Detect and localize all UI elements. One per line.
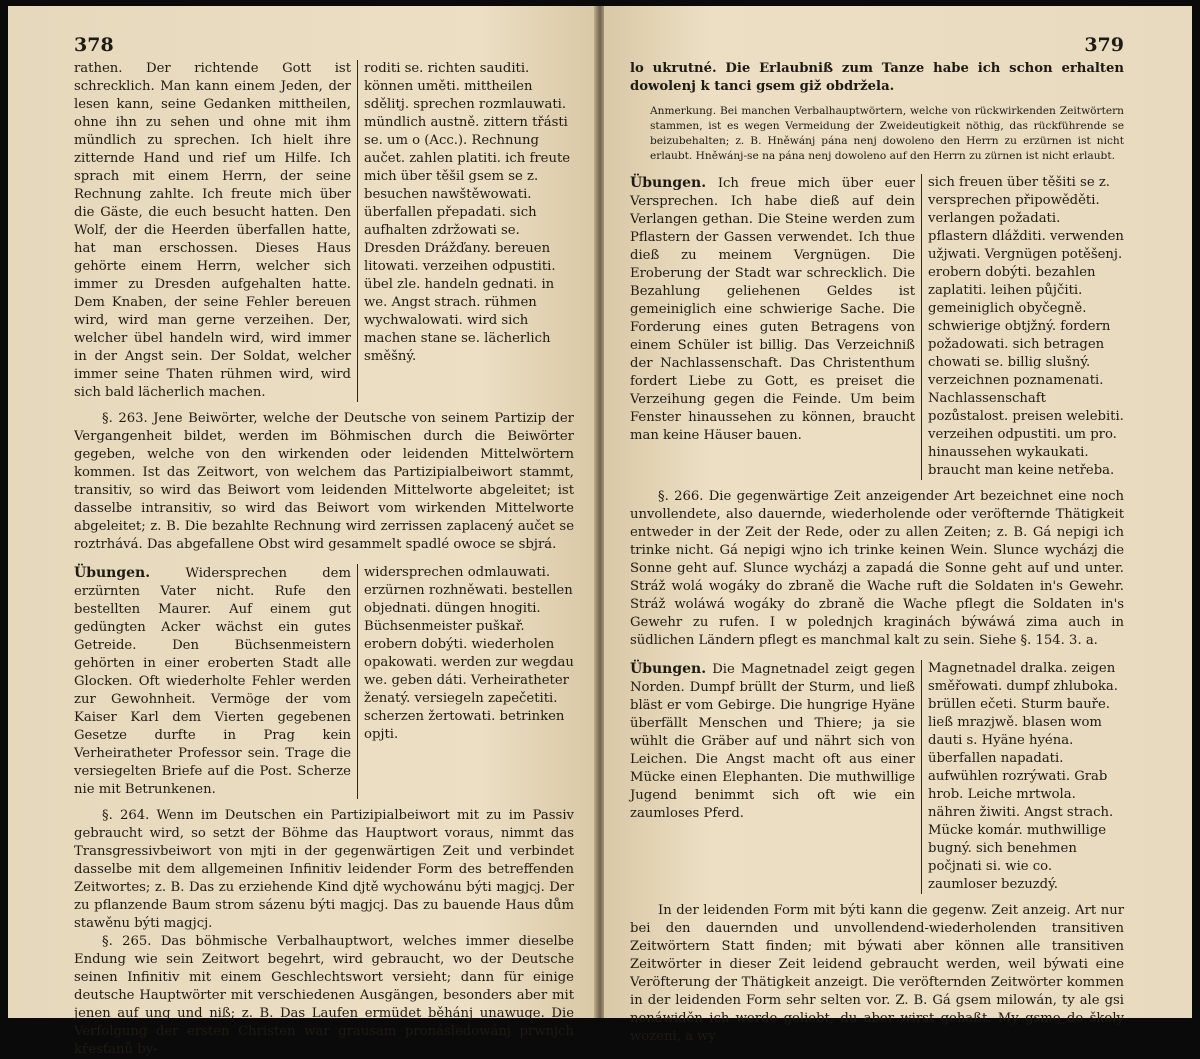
exercise-block-right-2 xyxy=(630,660,1124,894)
exercise-body: Ich freue mich über euer Versprechen. Ich habe dieß auf dein Verlangen gethan. Die Steine werden zum Pflastern der Gassen verwendet. Ich thue dieß zu meinem Vergnügen. Die Eroberung der Stadt war schrecklich. Die Bezahlung geliehenen Geldes ist gemeiniglich eine schwierige Sache. Die Forderung eines guten Betragens von einem Schüler ist billig. Das Verzeichniß der Nachlassenschaft. Das Christenthum fordert Liebe zu Gott, es preiset die Verzeihung gegen die Feinde. Um beim Fenster hinaussehen zu können, braucht man keine Häuser bauen. xyxy=(630,176,915,443)
exercise-block-right-1 xyxy=(630,174,1124,480)
paragraph-266: §. 266. Die gegenwärtige Zeit anzeigender Art bezeichnet eine noch unvollendete, also dauernde, wiederholende oder veröfternde Thätigkeit entweder in der Zeit der Rede, oder zu allen Zeiten; z. B. Gá nepigi ich trinke nicht. Gá nepigi wjno ich trinke keinen Wein. Slunce wycházj die Sonne geht auf. Slunce wycházj a zapadá die Sonne geht auf und unter. Stráž wolá wogáky do zbraně die Wache ruft die Soldaten in's Gewehr. Stráž woláwá wogáky do zbraně die Wache pflegt die Soldaten in's Gewehr zu rufen. I w polednjch kraginách býwáwá zima auch in südlichen Ländern pflegt es manchmal kalt zu sein. Siehe §. 154. 3. a. xyxy=(630,489,1124,648)
annotation-note: Anmerkung. Bei manchen Verbalhauptwörtern, welche von rückwirkenden Zeitwörtern stammen, ist es wegen Vermeidung der Zweideutigkeit nöthig, das rückführende se beizubehalten; z. B. Hněwánj pána nenj dowoleno den Herrn zu erzürnen ist nicht erlaubt. Hněwánj-se na pána nenj dowoleno auf den Herrn zu zürnen ist nicht erlaubt. xyxy=(650,105,1124,162)
exercise-text xyxy=(74,564,358,799)
paragraph-passive-form: In der leidenden Form mit býti kann die gegenw. Zeit anzeig. Art nur bei den dauernden und unvollendend-wiederholenden transitiven Zeitwörtern Statt finden; mit býwati aber können alle transitiven Zeitwörter in dieser Zeit leidend gebraucht werden, weil býwati eine Veröfterung der Thätigkeit anzeigt. Die veröfternden Zeitwörter kommen in der leidenden Form sehr selten vor. Z. B. Gá gsem milowán, ty ale gsi nenáwiděn ich werde geliebt, du aber wirst gehaßt. My gsme do školy wozeni, a wy xyxy=(630,903,1124,1044)
paragraph-264: §. 264. Wenn im Deutschen ein Partizipialbeiwort mit zu im Passiv gebraucht wird, so setzt der Böhme das Hauptwort voraus, nimmt das Transgressivbeiwort von mjti in der gegenwärtigen Zeit und verbindet dasselbe mit dem allgemeinen Infinitiv leidender Form des betreffenden Zeitwortes; z. B. Das zu erziehende Kind djtě wychowánu býti magjcj. Der zu pflanzende Baum strom sázenu býti magjcj. Das zu bauende Haus dům stawěnu býti magjcj. xyxy=(74,808,574,931)
page-number-left: 378 xyxy=(74,34,114,56)
exercise-heading: Übungen. xyxy=(630,175,707,191)
page-number-right: 379 xyxy=(1084,34,1124,56)
exercise-body: Widersprechen dem erzürnten Vater nicht. Rufe den bestellten Maurer. Auf einem gut gedüngten Acker wächst ein gutes Getreide. Den Büchsenmeistern gehörten in einer eroberten Stadt alle Glocken. Oft wiederholte Fehler werden zur Gewohnheit. Vermöge der vom Kaiser Karl dem Vierten gegebenen Gesetze durfte in Prag kein Verheiratheter Professor sein. Trage die versiegelten Briefe auf die Post. Scherze nie mit Betrunkenen. xyxy=(74,566,351,797)
left-page xyxy=(8,6,596,1057)
continued-paragraph: lo ukrutné. Die Erlaubniß zum Tanze habe ich schon erhalten dowolenj k tanci gsem giž obdržela. xyxy=(630,61,1124,94)
right-page xyxy=(604,6,1192,1044)
exercise-heading: Übungen. xyxy=(74,565,151,581)
paragraph-265: §. 265. Das böhmische Verbalhauptwort, welches immer dieselbe Endung wie sein Zeitwort begehrt, wird gebraucht, wo der Deutsche seinen Infinitiv mit einem Geschlechtswort versieht; dann für einige deutsche Hauptwörter mit verschiedenen Ausgängen, besonders aber mit jenen auf ung und niß; z. B. Das Laufen ermüdet běhánj unawuge. Die Verfolgung der ersten Christen war grausam pronásledowánj prwnjch křesťanů by- xyxy=(74,934,574,1057)
vocabulary-column: widersprechen odmlauwati. erzürnen rozhněwati. bestellen objednati. düngen hnogiti. Büchsenmeister puškař. erobern dobýti. wiederholen opakowati. werden zur wegdau we. geben dáti. Verheiratheter ženatý. versiegeln zapečetiti. scherzen žertowati. betrinken opjti. xyxy=(364,565,574,742)
exercise-body: Die Magnetnadel zeigt gegen Norden. Dumpf brüllt der Sturm, und ließ bläst er vom Gebirge. Die hungrige Hyäne überfällt Menschen und Thiere; ja sie wühlt die Gräber auf und nährt sich von Leichen. Die Angst macht oft aus einer Mücke einen Elephanten. Die muthwillige Jugend benimmt sich oft wie ein zaumloses Pferd. xyxy=(630,662,915,821)
exercise-block-left-1 xyxy=(74,60,574,402)
vocabulary-column: roditi se. richten sauditi. können uměti. mittheilen sdělitj. sprechen rozmlauwati. mündlich austně. zittern třásti se. um o (Acc.). Rechnung aučet. zahlen platiti. ich freute mich über těšil gsem se z. besuchen nawštěwowati. überfallen přepadati. sich aufhalten zdržowati se. Dresden Drážďany. bereuen litowati. verzeihen odpustiti. übel zle. handeln gednati. in we. Angst strach. rühmen wychwalowati. wird sich machen stane se. lächerlich směšný. xyxy=(364,61,571,364)
vocabulary-column: sich freuen über těšiti se z. versprechen připowěděti. verlangen požadati. pflastern dlážditi. verwenden užjwati. Vergnügen potěšenj. erobern dobýti. bezahlen zaplatiti. leihen půjčiti. gemeiniglich obyčegně. schwierige obtjžný. fordern požadowati. sich betragen chowati se. billig slušný. verzeichnen poznamenati. Nachlassenschaft pozůstalost. preisen welebiti. verzeihen odpustiti. um pro. hinaussehen wykaukati. braucht man keine netřeba. xyxy=(928,175,1124,478)
exercise-text xyxy=(630,660,922,894)
exercise-text xyxy=(630,174,922,480)
book-spread xyxy=(8,6,1192,1057)
exercise-block-left-2 xyxy=(74,564,574,799)
exercise-heading: Übungen. xyxy=(630,661,707,677)
exercise-text: rathen. Der richtende Gott ist schrecklich. Man kann einem Jeden, der lesen kann, seine Gedanken mittheilen, ohne ihn zu sehen und ohne mit ihm mündlich zu sprechen. Ich hielt ihre zitternde Hand und rief um Hilfe. Ich sprach mit einem Herrn, der seine Rechnung zahlte. Ich freute mich über die Gäste, die euch besucht hatten. Den Wolf, der die Heerden überfallen hatte, hat man erschossen. Dieses Haus gehörte einem Herrn, welcher sich immer zu Dresden aufgehalten hatte. Dem Knaben, der seine Fehler bereuen wird, wird man gerne verzeihen. Der, welcher übel handeln wird, wird immer in der Angst sein. Der Soldat, welcher immer seine Thaten rühmen wird, wird sich bald lächerlich machen. xyxy=(74,60,358,402)
paragraph-263: §. 263. Jene Beiwörter, welche der Deutsche von seinem Partizip der Vergangenheit bildet, werden im Böhmischen durch die Beiwörter gegeben, welche von den wirkenden oder leidenden Mittelwörtern kommen. Ist das Zeitwort, von welchem das Partizipialbeiwort stammt, transitiv, so wird das Beiwort vom leidenden Mittelworte abgeleitet; ist dasselbe intransitiv, so wird das Beiwort vom wirkenden Mittelworte abgeleitet; z. B. Die bezahlte Rechnung wird zerrissen zaplacený aučet se roztrhává. Das abgefallene Obst wird gesammelt spadlé owoce se sbjrá. xyxy=(74,411,574,552)
vocabulary-column: Magnetnadel dralka. zeigen směřowati. dumpf zhluboka. brüllen ečeti. Sturm bauře. ließ mrazjwě. blasen wom dauti s. Hyäne hyéna. überfallen napadati. aufwühlen rozrýwati. Grab hrob. Leiche mrtwola. nähren žiwiti. Angst strach. Mücke komár. muthwillige bugný. sich benehmen počjnati si. wie co. zaumloser bezuzdý. xyxy=(928,661,1118,892)
